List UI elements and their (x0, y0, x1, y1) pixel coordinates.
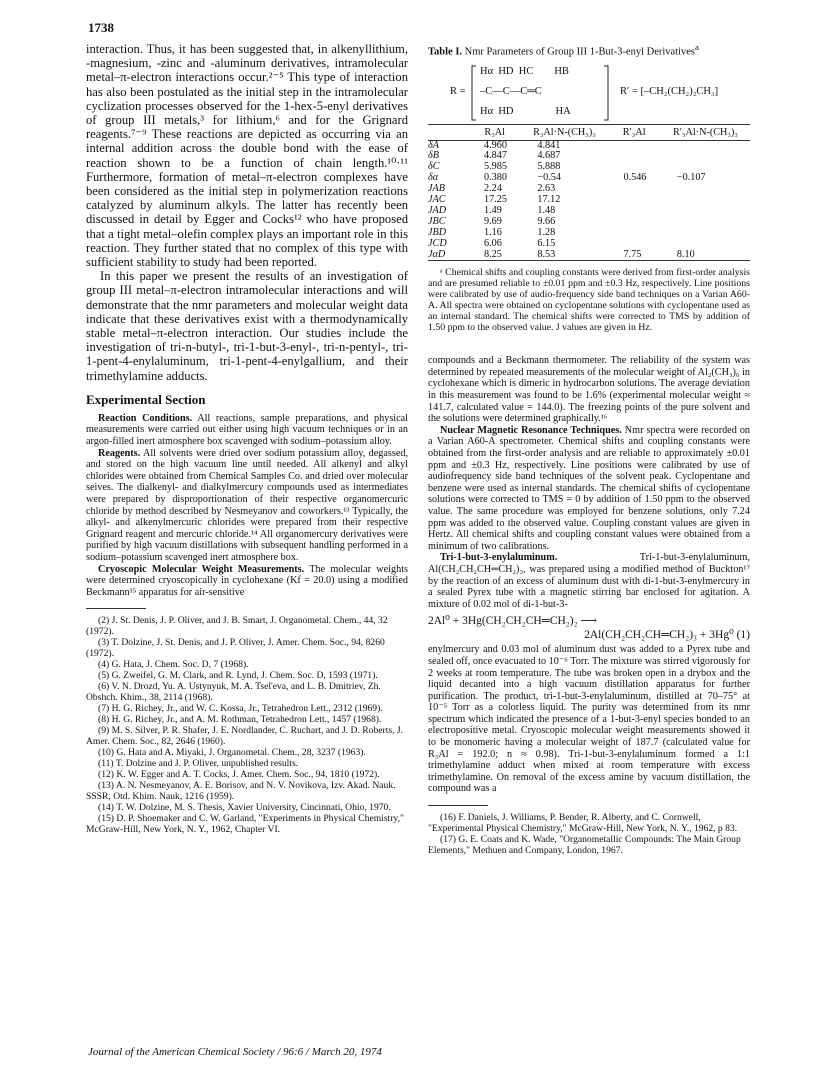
references-left (86, 615, 408, 835)
struct-chain: –C—C—C═C (480, 85, 542, 97)
table-header-row (428, 124, 750, 140)
section-title: Experimental Section (86, 391, 206, 407)
table-row: δB 4.847 4.687 (428, 150, 561, 162)
table-header: R₃Al (468, 124, 521, 140)
spacer (428, 343, 750, 355)
reference: (7) H. G. Richey, Jr., and W. C. Kossa, Jr., Tetrahedron Lett., 2312 (1969). (98, 703, 383, 715)
reference: (10) G. Hata and A. Miyaki, J. Organometal. Chem., 28, 3237 (1963). (98, 747, 366, 759)
table-row: δα 0.380 −0.54 0.546 −0.107 (428, 172, 706, 184)
structure-diagram (428, 62, 750, 124)
reference: (16) F. Daniels, J. Williams, P. Bender, R. Alberty, and C. Cornwell, "Experimental Physical Chemistry," McGraw-Hill, New York, N. Y., 1962, p 83. (428, 812, 738, 835)
page-number: 1738 (88, 20, 114, 35)
right-column (428, 42, 750, 856)
table-row: JBC 9.69 9.66 (428, 215, 556, 227)
reference: (9) M. S. Silver, P. R. Shafer, J. E. Nordlander, C. Ruchart, and J. D. Roberts, J. Amer. Chem. Soc., 82, 2646 (1960). (86, 725, 404, 748)
table-row: JCD 6.06 6.15 (428, 237, 556, 249)
reference: (5) G. Zweifel, G. M. Clark, and R. Lynd, J. Chem. Soc. D, 1593 (1971). (98, 670, 378, 682)
experimental-paragraph: Reaction Conditions. All reactions, sample preparations, and physical measurements were carried out either using high vacuum techniques or in an argon-filled inert atmosphere box scavenged with sodium–potassium alloy. (86, 412, 408, 448)
methods-continuation: enylmercury and 0.03 mol of aluminum dust was added to a Pyrex tube and sealed off, once evacuated to 10⁻⁶ Torr. The mixture was stirred vigorously for 2 weeks at room temperature. The tube was broken open in a drybox and the liquid decanted into a high vacuum distillation apparatus for further purification. The product, tri-1-but-3-enylaluminum, distilled at 70–75° at 10⁻⁵ Torr as a colorless liquid. The purity was determined from its nmr spectrum which indicated the presence of a 1-but-3-enyl species bonded to an electropositive metal. Cryoscopic molecular weight measurements showed it to be monomeric having a molecular weight of 187.7 (calculated value for R₃Al = 192.0; n ≈ 0.98). Tri-1-but-3-enylaluminum formed a 1:1 trimethylamine adduct when mixed at room temperature with excess trimethylamine. On removal of the excess amine by vacuum distillation, the compound was a (428, 644, 750, 795)
table-title: Table I. Nmr Parameters of Group III 1-But-3-enyl Derivatives$^a$ (428, 42, 699, 58)
reference: (3) T. Dolzine, J. St. Denis, and J. P. Oliver, J. Amer. Chem. Soc., 94, 8260 (1972). (86, 637, 385, 660)
reference: (15) D. P. Shoemaker and C. W. Garland, "Experiments in Physical Chemistry," McGraw-Hill, New York, N. Y., 1962, Chapter VI. (86, 813, 404, 836)
table-row: JBD 1.16 1.28 (428, 226, 556, 238)
equation-line-2: 2Al(CH₂CH₂CH═CH₂)₃ + 3Hg⁰ (1) (584, 629, 750, 642)
methods-paragraph: compounds and a Beckmann thermometer. The reliability of the system was determined by repeated measurements of the molecular weight of Al₂(CH₃)₆ in cyclohexane which is dimeric in hydrocarbon solutions. The average deviation in this measurement was found to be 1.6% (experimental molecular weight ≈ 141.7, calculated value = 144.0). The freezing points of the pure solvent and the solutions were determined graphically.¹⁶ (428, 355, 750, 425)
struct-rprime: R′ = [–CH₂(CH₂)₂CH₃] (620, 85, 719, 97)
struct-r-label: R = (450, 85, 466, 97)
table-row: JAC 17.25 17.12 (428, 194, 561, 206)
struct-top-hydrogens: Hα HD HC HB (480, 65, 569, 77)
reference: (14) T. W. Dolzine, M. S. Thesis, Xavier University, Cincinnati, Ohio, 1970. (98, 802, 391, 814)
nmr-table (428, 124, 750, 262)
left-column (86, 42, 408, 835)
experimental-paragraph: Reagents. All solvents were dried over sodium potassium alloy, degassed, and stored on the high vacuum line until needed. All alkenyl and alkyl chlorides were obtained from Chemical Samples Co. and dried over molecular seives. The dialkenyl- and dialkylmercury compounds used as intermediates were prepared by disproportionation of their respective organomercuric chloride by method described by Nesmeyanov and coworkers.¹³ Typically, the alkyl- and alkenylmercuric chlorides were prepared from their respective Grignard reagent and mercuric chloride.¹⁴ All organomercury derivatives were purified by high vacuum distillations with subsequent handling performed in a sodium–potassium scavenged inert atmosphere box. (86, 447, 408, 563)
methods-paragraph: Nuclear Magnetic Resonance Techniques. Nmr spectra were recorded on a Varian A60-A spectrometer. Chemical shifts and coupling constants were obtained from the first-order analysis and are reliable to approximately ±0.01 ppm and ±0.3 Hz, respectively. Line positions were calibrated by use of audiofrequency side band techniques of the solvent peak. Cyclopentane and benzene were used as internal standards. The chemical shifts of cyclopentane solutions were corrected to TMS = 0 by addition of 1.50 ppm to the observed value. The same procedure was employed for benzene solutions, only 7.24 ppm was added to the observed value. Coupling constant values are given in Hertz. All chemical shifts and coupling constant values were obtained from a minimum of two calibrations. (428, 424, 751, 552)
experimental-paragraph: Cryoscopic Molecular Weight Measurements. The molecular weights were determined cryoscopically in cyclohexane (Kf = 20.0) using a modified Beckmann¹⁵ apparatus for air-sensitive (86, 563, 408, 598)
journal-footer: Journal of the American Chemical Society / 96:6 / March 20, 1974 (88, 1046, 382, 1058)
reference: (6) V. N. Drozd, Yu. A. Ustynyuk, M. A. Tsel'eva, and L. B. Dmitriev, Zh. Obshch. Khim., 38, 2114 (1968). (86, 681, 381, 704)
footnote-divider (428, 805, 488, 806)
reference: (4) G. Hata, J. Chem. Soc. D, 7 (1968). (98, 659, 249, 671)
equation-1 (428, 613, 750, 641)
reference: (17) G. E. Coats and K. Wade, "Organometallic Compounds: The Main Group Elements," Methuen and Company, London, 1967. (428, 834, 741, 857)
intro-paragraph-1: interaction. Thus, it has been suggested that, in alkenyllithium, -magnesium, -zinc and -aluminum derivatives, intramolecular metal–π-electron interactions occur.²⁻⁵ This type of interaction has also been postulated as the initial step in the intramolecular cyclization processes observed for the 1-hex-5-enyl derivatives of group III metals,³ for lithium,⁶ and for the Grignard reagents.⁷⁻⁹ These reactions are depicted as occurring via an internal addition across the double bond with the ease of reaction shown to be a function of chain length.¹⁰·¹¹ Furthermore, formation of metal–π-electron complexes have been considered as the initial step in polymerization reactions catalyzed by aluminum alkyls. The latter has recently been discussed in detail by Egger and Cocks¹² who have proposed that a tight metal–olefin complex plays an important role in this reaction. They further stated that no complex of this type with sufficient stability to study had been reported. (86, 42, 408, 270)
reference: (2) J. St. Denis, J. P. Oliver, and J. B. Smart, J. Organometal. Chem., 44, 32 (1972). (86, 615, 388, 638)
table-header: R₃Al·N-(CH₃)₃ (521, 124, 607, 140)
table-header: R′₃Al (607, 124, 660, 140)
table-row: δA 4.960 4.841 (428, 139, 561, 151)
reference: (12) K. W. Egger and A. T. Cocks, J. Amer. Chem. Soc., 94, 1810 (1972). (98, 769, 380, 781)
reference: (13) A. N. Nesmeyanov, A. E. Borisov, and N. V. Novikova, Izv. Akad. Nauk. SSSR, Otd. Khim. Nauk, 1216 (1959). (86, 780, 396, 803)
table-footnote: ᵃ Chemical shifts and coupling constants were derived from first-order analysis and are presumed reliable to ±0.01 ppm and ±0.3 Hz, respectively. Line positions were calibrated by use of audio-frequency side band techniques on a Varian A60-A. All spectra were obtained on cyclopentane solutions with cyclopentane used as an internal standard. The chemical shifts were corrected to TMS by addition of 1.50 ppm to the observed value. J values are given in Hz. (428, 267, 750, 334)
reference: (8) H. G. Richey, Jr., and A. M. Rothman, Tetrahedron Lett., 1457 (1968). (98, 714, 382, 726)
table-header: R′₃Al·N-(CH₃)₃ (661, 124, 750, 140)
references-right (428, 812, 750, 856)
table-row: JαD 8.25 8.53 7.75 8.10 (428, 248, 695, 260)
intro-paragraph-2: In this paper we present the results of an investigation of group III metal–π-electron intramolecular interactions and will demonstrate that the nmr parameters and molecular weight data indicate that these derivatives exist with a thermodynamically stable metal–π-electron interaction. Our studies include the investigation of tri-n-butyl-, tri-1-but-3-enyl-, tri-n-pentyl-, tri-1-pent-4-enylaluminum, tri-1-pent-4-enylgallium, and their trimethylamine adducts. (86, 269, 408, 383)
table-header (428, 124, 468, 140)
struct-bottom-hydrogens: Hα HD HA (480, 105, 571, 117)
methods-paragraph: Tri-1-but-3-enylaluminum. Tri-1-but-3-enylaluminum, Al(CH₂CH₂CH═CH₂)₃, was prepared using a modified method of Buckton¹⁷ by the reaction of an excess of aluminum dust with di-1-but-3-enylmercury in a sealed Pyrex tube with a magnetic stirring bar enclosed for agitation. A mixture of 0.02 mol of di-1-but-3- (428, 552, 750, 610)
table-row: δC 5.985 5.888 (428, 161, 561, 173)
reference: (11) T. Dolzine and J. P. Oliver, unpublished results. (98, 758, 299, 770)
footnote-divider (86, 608, 146, 609)
table-row: JAD 1.49 1.48 (428, 204, 556, 216)
equation-line-1: 2Al⁰ + 3Hg(CH₂CH₂CH═CH₂)₂ ⟶ (428, 615, 598, 628)
table-row: JAB 2.24 2.63 (428, 183, 556, 195)
